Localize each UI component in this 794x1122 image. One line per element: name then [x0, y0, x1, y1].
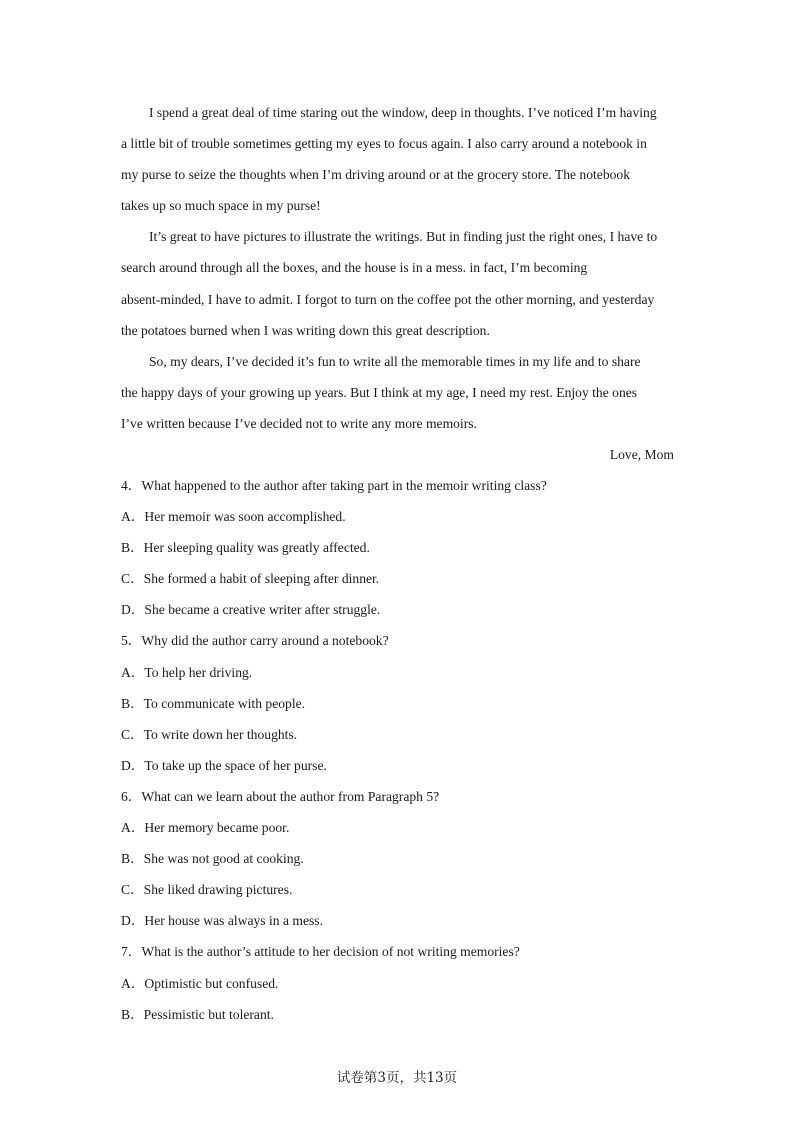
question-5-stem: 5．Why did the author carry around a notebook? [121, 633, 389, 649]
reading-passage [121, 99, 674, 472]
question-4-option-a: A．Her memoir was soon accomplished. [121, 509, 346, 525]
passage-line: So, my dears, I’ve decided it’s fun to write all the memorable times in my life and to share [149, 353, 641, 369]
question-4-option-b: B．Her sleeping quality was greatly affected. [121, 540, 370, 556]
passage-line: absent-minded, I have to admit. I forgot to turn on the coffee pot the other morning, and yesterday [121, 291, 655, 307]
question-5-option-b: B．To communicate with people. [121, 695, 306, 711]
passage-line: search around through all the boxes, and the house is in a mess. in fact, I’m becoming [121, 260, 588, 276]
question-4-stem: 4．What happened to the author after taking part in the memoir writing class? [121, 478, 547, 493]
question-6-stem: 6．What can we learn about the author from Paragraph 5? [121, 788, 440, 804]
passage-line: I’ve written because I’ve decided not to write any more memoirs. [121, 415, 477, 431]
passage-line: my purse to seize the thoughts when I’m driving around or at the grocery store. The notebook [121, 167, 631, 183]
question-7-stem: 7．What is the author’s attitude to her decision of not writing memories? [121, 944, 520, 960]
passage-line: takes up so much space in my purse! [121, 198, 321, 214]
passage-line: a little bit of trouble sometimes getting my eyes to focus again. I also carry around a notebook in [121, 136, 647, 152]
passage-line: the happy days of your growing up years. But I think at my age, I need my rest. Enjoy the ones [121, 384, 638, 400]
question-6-option-c: C．She liked drawing pictures. [121, 882, 293, 898]
letter-signature: Love, Mom [609, 447, 674, 463]
page-number-footer: 试卷第3页，共13页 [336, 1070, 458, 1086]
question-5-option-a: A．To help her driving. [121, 664, 253, 680]
question-4-option-d: D．She became a creative writer after struggle. [121, 602, 381, 618]
passage-line: the potatoes burned when I was writing down this great description. [121, 322, 490, 338]
passage-line: It’s great to have pictures to illustrate the writings. But in finding just the right ones, I have to [149, 229, 658, 245]
question-5-option-d: D．To take up the space of her purse. [121, 757, 327, 773]
question-5-option-c: C．To write down her thoughts. [121, 726, 298, 742]
question-6-option-d: D．Her house was always in a mess. [121, 913, 323, 929]
question-4-option-c: C．She formed a habit of sleeping after dinner. [121, 571, 380, 587]
question-7-option-b: B．Pessimistic but tolerant. [121, 1006, 274, 1022]
question-6-option-b: B．She was not good at cooking. [121, 851, 304, 867]
question-list [121, 472, 674, 1032]
passage-line: I spend a great deal of time staring out the window, deep in thoughts. I’ve noticed I’m having [149, 105, 657, 120]
question-7-option-a: A．Optimistic but confused. [121, 975, 279, 991]
question-6-option-a: A．Her memory became poor. [121, 820, 290, 836]
